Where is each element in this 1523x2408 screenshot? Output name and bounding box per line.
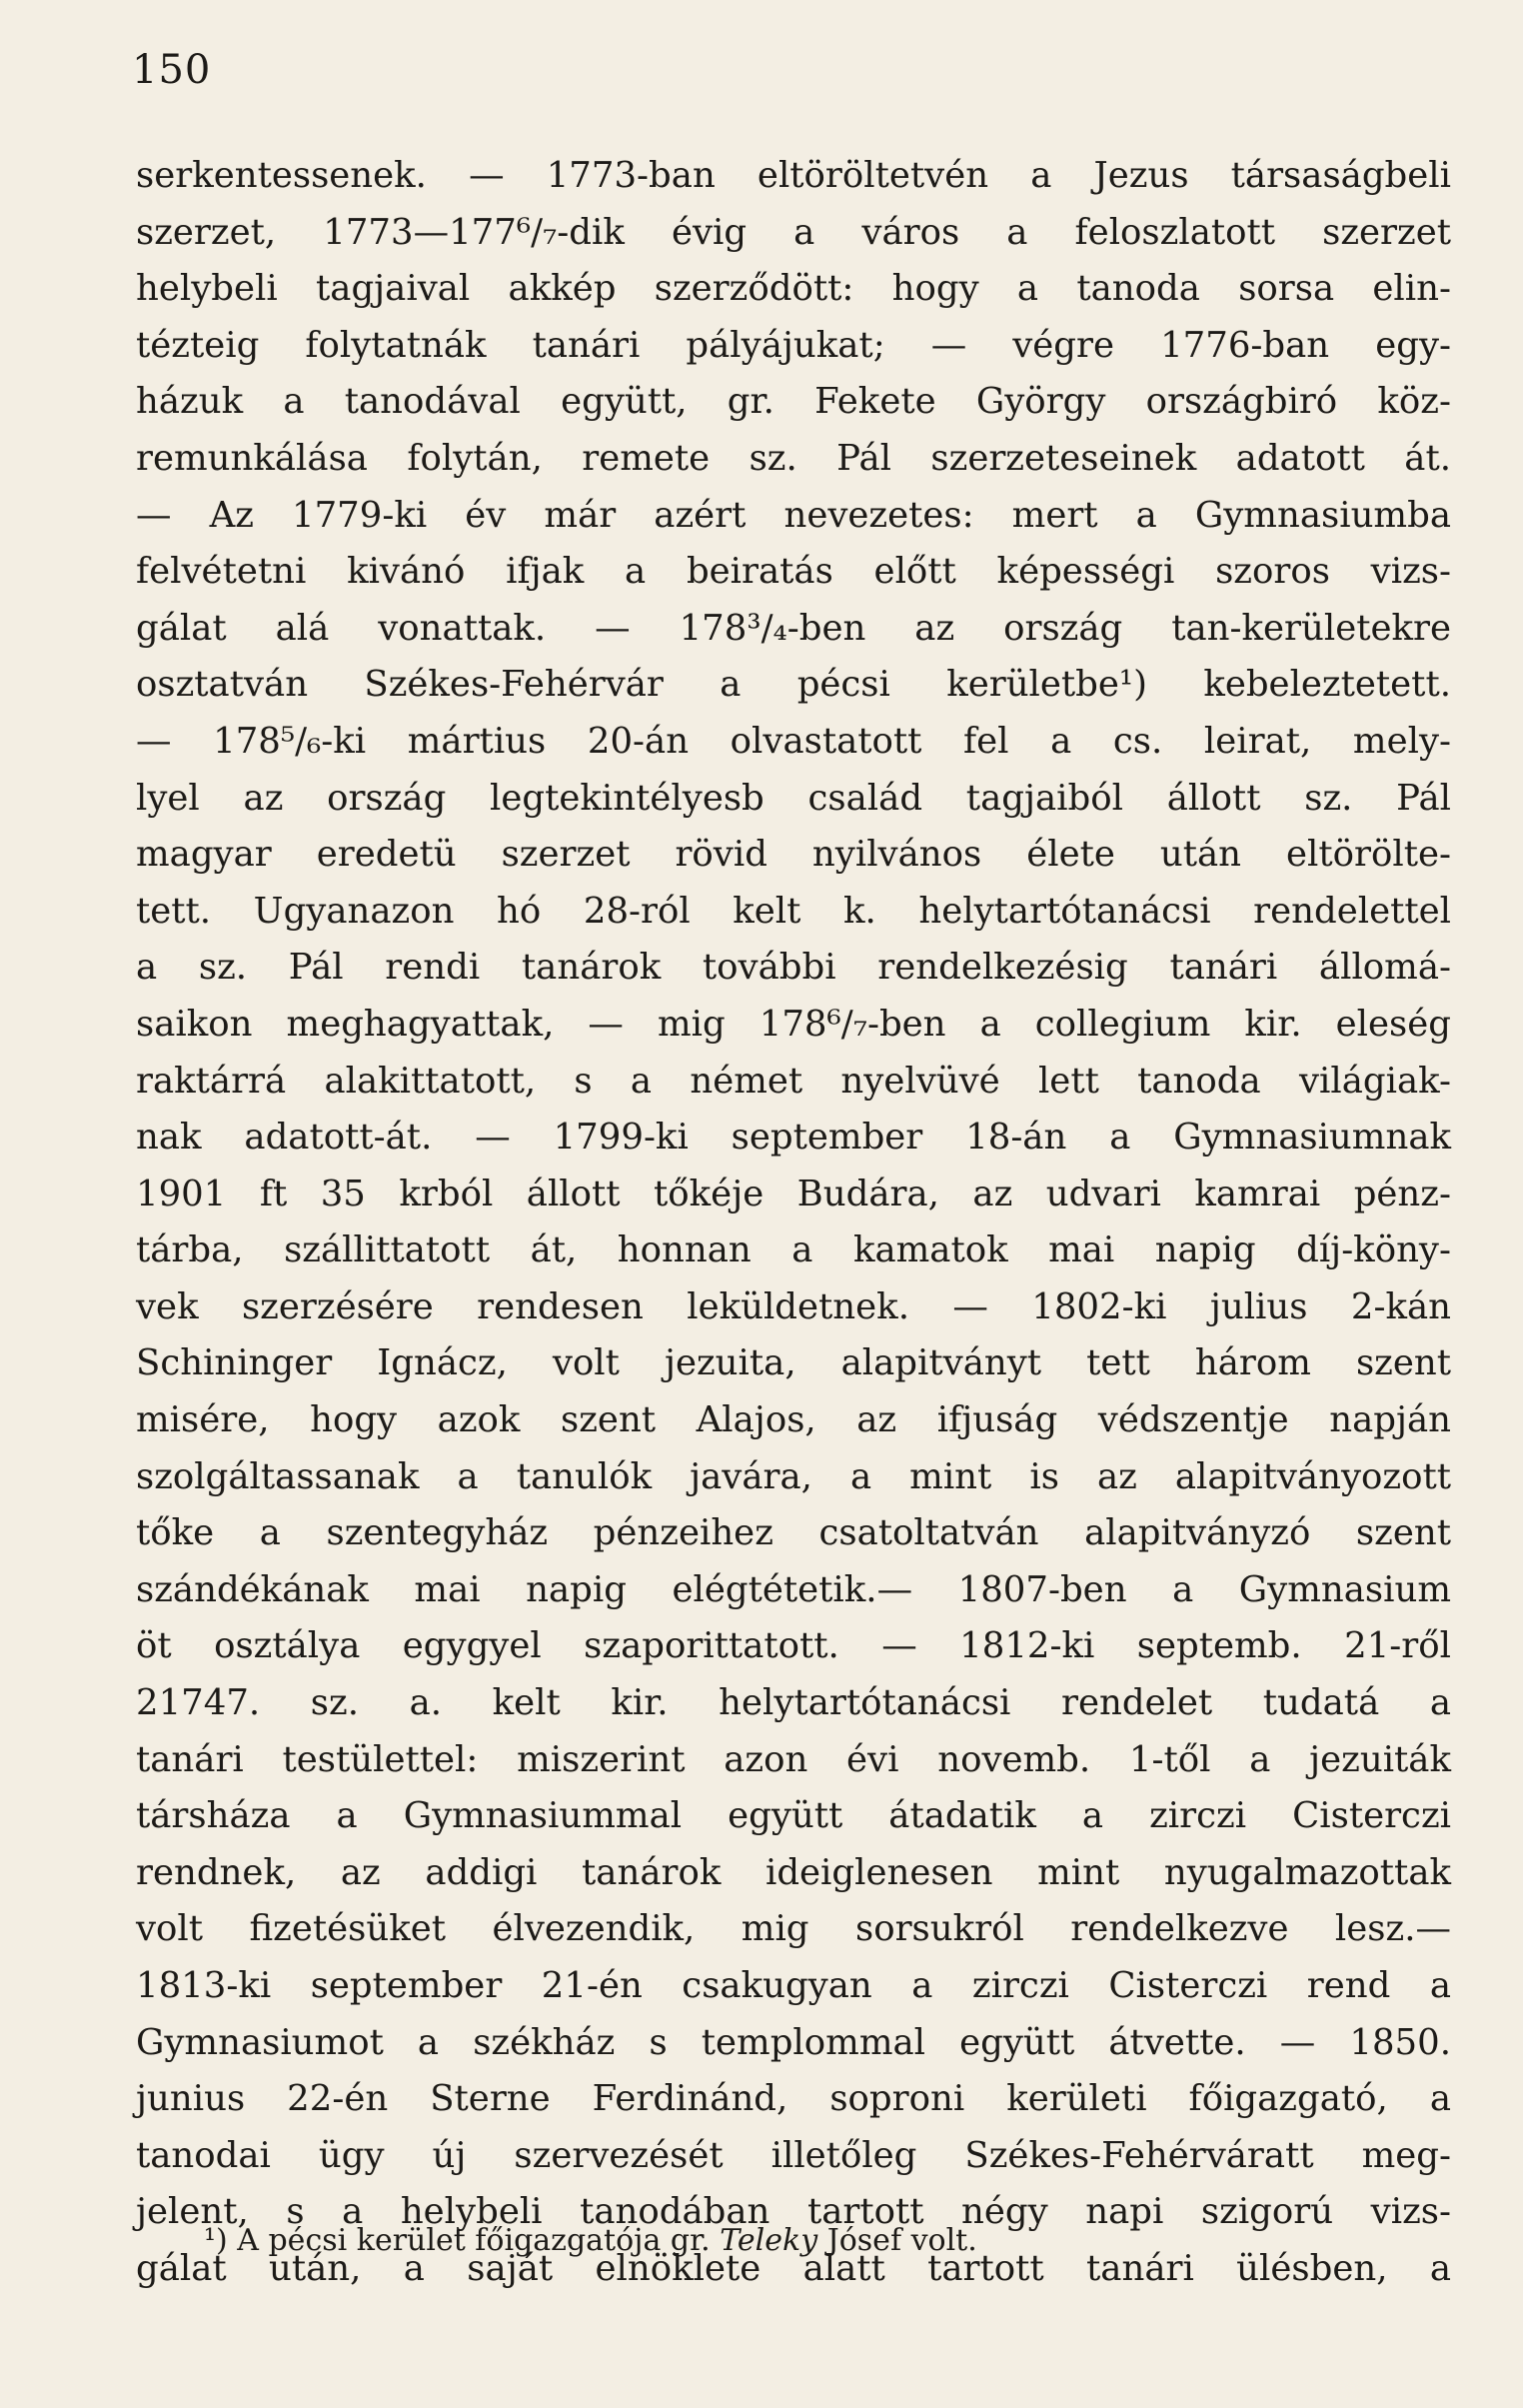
text-line: gálat után, a saját elnöklete alatt tartott tanári ülésben, a [136, 2247, 1451, 2289]
text-line: szolgáltassanak a tanulók javára, a mint is az alapitványozott [136, 1455, 1451, 1497]
text-line: remunkálása folytán, remete sz. Pál szerzeteseinek adatott át. [136, 437, 1451, 479]
text-line: misére, hogy azok szent Alajos, az ifjuság védszentje napján [136, 1399, 1451, 1441]
text-line: tett. Ugyanazon hó 28-ról kelt k. helytartótanácsi rendelettel [136, 890, 1451, 932]
text-line: tézteig folytatnák tanári pályájukat; — végre 1776-ban egy- [136, 324, 1451, 366]
text-line: saikon meghagyattak, — mig 178⁶/₇-ben a collegium kir. eleség [136, 1003, 1451, 1045]
footnote-marker: ¹) [204, 2223, 228, 2258]
text-line: tanodai ügy új szervezését illetőleg Székes-Fehérváratt meg- [136, 2134, 1451, 2176]
text-line: a sz. Pál rendi tanárok további rendelkezésig tanári állomá- [136, 947, 1451, 989]
text-line: lyel az ország legtekintélyesb család tagjaiból állott sz. Pál [136, 777, 1451, 819]
footnote-italic-name: Teleky [720, 2223, 818, 2258]
text-line: 1901 ft 35 krból állott tőkéje Budára, az udvari kamrai pénz- [136, 1173, 1451, 1214]
text-line: Gymnasiumot a székház s templommal együtt átvette. — 1850. [136, 2021, 1451, 2063]
footnote-text-before: A pécsi kerület főigazgatója gr. [237, 2223, 711, 2258]
text-line: osztatván Székes-Fehérvár a pécsi kerületbe¹) kebeleztetett. [136, 664, 1451, 706]
footnote [204, 2216, 977, 2266]
text-line: junius 22-én Sterne Ferdinánd, soproni kerületi főigazgató, a [136, 2078, 1451, 2120]
text-line: 21747. sz. a. kelt kir. helytartótanácsi rendelet tudatá a [136, 1682, 1451, 1724]
text-line: vek szerzésére rendesen leküldetnek. — 1802-ki julius 2-kán [136, 1285, 1451, 1327]
text-line: szándékának mai napig elégtétetik.— 1807-ben a Gymnasium [136, 1568, 1451, 1610]
text-line: tárba, szállittatott át, honnan a kamatok mai napig díj-köny- [136, 1229, 1451, 1271]
text-line: öt osztálya egygyel szaporittatott. — 1812-ki septemb. 21-ről [136, 1625, 1451, 1667]
text-line: 1813-ki september 21-én csakugyan a zirczi Cisterczi rend a [136, 1965, 1451, 2006]
text-line: helybeli tagjaival akkép szerződött: hogy a tanoda sorsa elin- [136, 268, 1451, 310]
text-line: serkentessenek. — 1773-ban eltöröltetvén a Jezus társaságbeli [136, 155, 1451, 196]
text-line: jelent, s a helybeli tanodában tartott négy napi szigorú vizs- [136, 2191, 1451, 2233]
text-line: Schininger Ignácz, volt jezuita, alapitványt tett három szent [136, 1342, 1451, 1384]
text-line: tőke a szentegyház pénzeihez csatoltatván alapitványzó szent [136, 1512, 1451, 1554]
page-number: 150 [132, 47, 212, 93]
text-line: — Az 1779-ki év már azért nevezetes: mert a Gymnasiumba [136, 494, 1451, 536]
footnote-text-after: Jósef volt. [826, 2223, 977, 2258]
text-line: gálat alá vonattak. — 178³/₄-ben az ország tan-kerületekre [136, 607, 1451, 649]
text-line: magyar eredetü szerzet rövid nyilvános élete után eltörölte- [136, 834, 1451, 876]
text-line: raktárrá alakittatott, s a német nyelvüvé lett tanoda világiak- [136, 1060, 1451, 1102]
text-line: tanári testülettel: miszerint azon évi novemb. 1-től a jezuiták [136, 1738, 1451, 1780]
text-line: rendnek, az addigi tanárok ideiglenesen mint nyugalmazottak [136, 1851, 1451, 1893]
text-line: társháza a Gymnasiummal együtt átadatik a zirczi Cisterczi [136, 1795, 1451, 1837]
text-line: házuk a tanodával együtt, gr. Fekete György országbiró köz- [136, 381, 1451, 423]
text-line: — 178⁵/₆-ki mártius 20-án olvastatott fel a cs. leirat, mely- [136, 720, 1451, 762]
text-line: volt fizetésüket élvezendik, mig sorsukról rendelkezve lesz.— [136, 1908, 1451, 1950]
text-line: szerzet, 1773—177⁶/₇-dik évig a város a feloszlatott szerzet [136, 211, 1451, 253]
text-line: nak adatott-át. — 1799-ki september 18-án a Gymnasiumnak [136, 1117, 1451, 1159]
body-text [136, 148, 1451, 2298]
text-line: felvétetni kivánó ifjak a beiratás előtt képességi szoros vizs- [136, 551, 1451, 593]
